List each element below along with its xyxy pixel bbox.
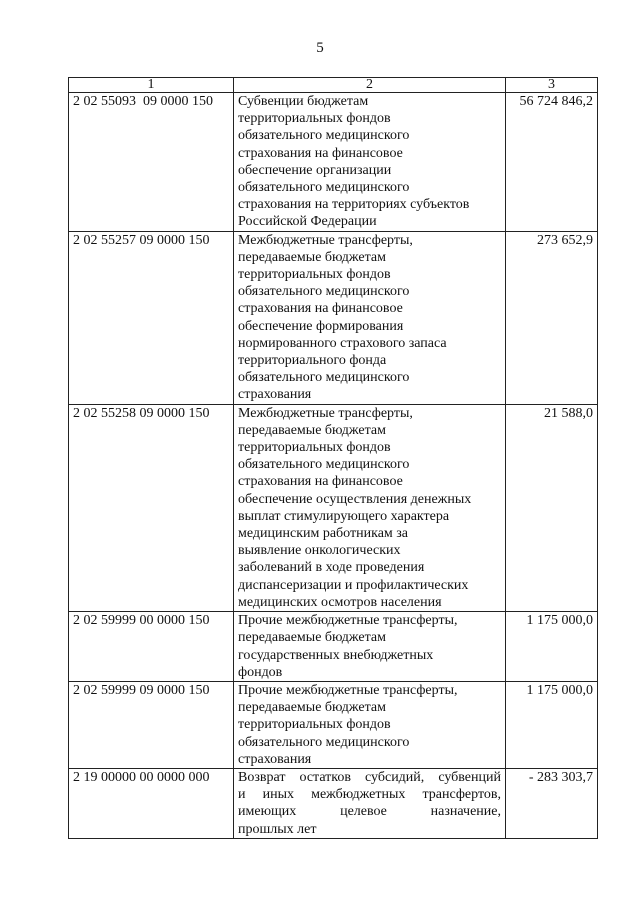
description-line: обеспечение формирования	[238, 318, 404, 334]
description-line: нормированного страхового запаса	[238, 335, 447, 351]
description-line: территориальных фондов	[238, 440, 391, 456]
description-line: обязательного медицинского	[238, 734, 410, 750]
description-line: прошлых лет	[238, 821, 317, 837]
amount-cell: 56 724 846,2	[506, 93, 598, 232]
amount-cell: - 283 303,7	[506, 768, 598, 838]
description-line: территориальных фондов	[238, 717, 391, 733]
description-line: и иных межбюджетных трансфертов,	[238, 787, 501, 803]
description-line: страхования	[238, 387, 312, 403]
amount-cell: 1 175 000,0	[506, 681, 598, 768]
description-line: территориальных фондов	[238, 267, 391, 283]
description-line: передаваемые бюджетам	[238, 700, 386, 716]
description-line: страхования на финансовое	[238, 145, 403, 161]
description-line: передаваемые бюджетам	[238, 249, 386, 265]
table-row	[69, 93, 598, 232]
description-line: государственных внебюджетных	[238, 647, 434, 663]
description-line: обеспечение осуществления денежных	[238, 491, 472, 507]
description-line: страхования на финансовое	[238, 474, 403, 490]
description-line: территориального фонда	[238, 353, 387, 369]
description-line: Прочие межбюджетные трансферты,	[238, 682, 458, 698]
description-line: выявление онкологических	[238, 543, 401, 559]
table-row	[69, 231, 598, 404]
description-cell	[234, 404, 506, 611]
description-cell	[234, 612, 506, 682]
table-row	[69, 404, 598, 611]
budget-code-cell: 2 02 59999 09 0000 150	[69, 681, 234, 768]
budget-table	[68, 77, 598, 839]
description-line: передаваемые бюджетам	[238, 630, 386, 646]
table-row	[69, 681, 598, 768]
description-line: медицинским работникам за	[238, 526, 409, 542]
description-cell	[234, 231, 506, 404]
budget-code-cell: 2 02 55257 09 0000 150	[69, 231, 234, 404]
description-line: передаваемые бюджетам	[238, 422, 386, 438]
description-line: обязательного медицинского	[238, 370, 410, 386]
header-row	[69, 78, 598, 93]
description-line: обязательного медицинского	[238, 180, 410, 196]
table-body	[69, 93, 598, 839]
column-header-2: 2	[234, 78, 506, 93]
description-line: Межбюджетные трансферты,	[238, 232, 413, 248]
amount-cell: 21 588,0	[506, 404, 598, 611]
description-line: Возврат остатков субсидий, субвенций	[238, 769, 501, 785]
amount-cell: 273 652,9	[506, 231, 598, 404]
column-header-1: 1	[69, 78, 234, 93]
table-row	[69, 768, 598, 838]
description-line: Субвенции бюджетам	[238, 94, 369, 109]
description-line: территориальных фондов	[238, 111, 391, 127]
description-line: диспансеризации и профилактических	[238, 577, 469, 593]
description-line: заболеваний в ходе проведения	[238, 560, 425, 576]
description-line: страхования на территориях субъектов	[238, 197, 470, 213]
description-line: фондов	[238, 664, 283, 680]
budget-code-cell: 2 02 55258 09 0000 150	[69, 404, 234, 611]
table-row	[69, 612, 598, 682]
description-line: Российской Федерации	[238, 214, 377, 230]
description-line: Межбюджетные трансферты,	[238, 405, 413, 421]
amount-cell: 1 175 000,0	[506, 612, 598, 682]
description-line: обязательного медицинского	[238, 128, 410, 144]
column-header-3: 3	[506, 78, 598, 93]
description-line: обязательного медицинского	[238, 284, 410, 300]
description-line: имеющих целевое назначение,	[238, 804, 501, 820]
description-cell	[234, 768, 506, 838]
budget-code-cell: 2 02 59999 00 0000 150	[69, 612, 234, 682]
page-number: 5	[316, 40, 324, 56]
description-line: обеспечение организации	[238, 162, 392, 178]
description-cell	[234, 681, 506, 768]
description-line: выплат стимулирующего характера	[238, 508, 450, 524]
description-cell	[234, 93, 506, 232]
budget-code-cell: 2 02 55093 09 0000 150	[69, 93, 234, 232]
description-line: страхования	[238, 751, 312, 767]
description-line: обязательного медицинского	[238, 457, 410, 473]
description-line: Прочие межбюджетные трансферты,	[238, 613, 458, 629]
budget-code-cell: 2 19 00000 00 0000 000	[69, 768, 234, 838]
description-line: страхования на финансовое	[238, 301, 403, 317]
description-line: медицинских осмотров населения	[238, 594, 442, 610]
